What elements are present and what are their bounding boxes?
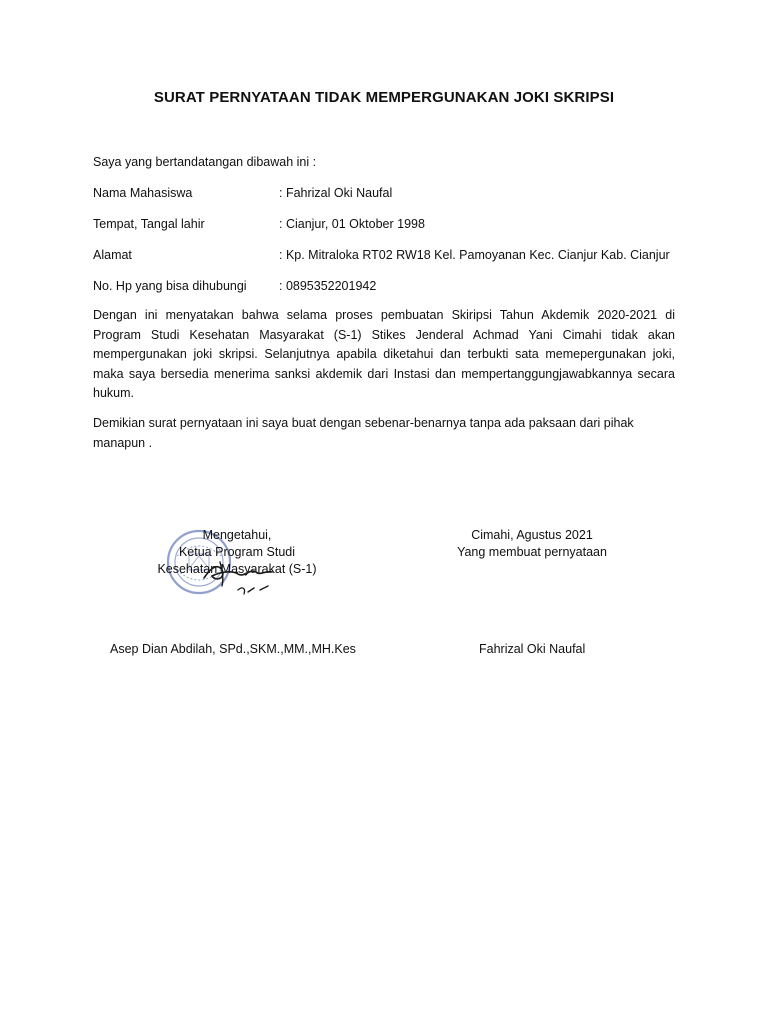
field-row-phone [93,279,693,297]
approver-name: Asep Dian Abdilah, SPd.,SKM.,MM.,MH.Kes [110,642,356,656]
handwritten-signature-icon [198,552,288,606]
field-value: : Kp. Mitraloka RT02 RW18 Kel. Pamoyanan Kec. Cianjur Kab. Cianjur [279,248,670,262]
declarant-line-1: Cimahi, Agustus 2021 [471,528,593,542]
declarant-block [427,527,637,561]
field-row-birth [93,217,693,235]
field-row-name [93,186,693,204]
approver-line-1: Mengetahui, [202,528,272,542]
field-value: : Fahrizal Oki Naufal [279,186,393,200]
intro-text: Saya yang bertandatangan dibawah ini : [93,155,317,169]
field-value: : 0895352201942 [279,279,377,293]
closing-paragraph: Demikian surat pernyataan ini saya buat dengan sebenar-benarnya tanpa ada paksaan dari pihak manapun . [93,416,634,450]
statement-paragraph: Dengan ini menyatakan bahwa selama proses pembuatan Skiripsi Tahun Akdemik 2020-2021 di Program Studi Kesehatan Masyarakat (S-1) Stikes Jenderal Achmad Yani Cimahi tidak akan mempergunakan joki skripsi. Selanjutnya apabila diketahui dan terbukti sata memepergunakan joki, maka saya bersedia menerima sanksi akdemik dari Instasi dan mempertanggungjawabkannya secara hukum. [93,308,675,400]
approver-line-2: Ketua Program Studi [178,545,296,559]
field-row-address [93,248,693,266]
field-label: No. Hp yang bisa dihubungi [93,279,247,293]
field-label: Alamat [93,248,132,262]
field-label: Tempat, Tangal lahir [93,217,205,231]
declarant-line-2: Yang membuat pernyataan [457,545,607,559]
declarant-name: Fahrizal Oki Naufal [479,642,586,656]
approver-line-3: Kesehatan Masyarakat (S-1) [157,562,317,576]
document-title: SURAT PERNYATAAN TIDAK MEMPERGUNAKAN JOKI SKRIPSI [153,89,615,106]
field-label: Nama Mahasiswa [93,186,193,200]
field-value: : Cianjur, 01 Oktober 1998 [279,217,425,231]
